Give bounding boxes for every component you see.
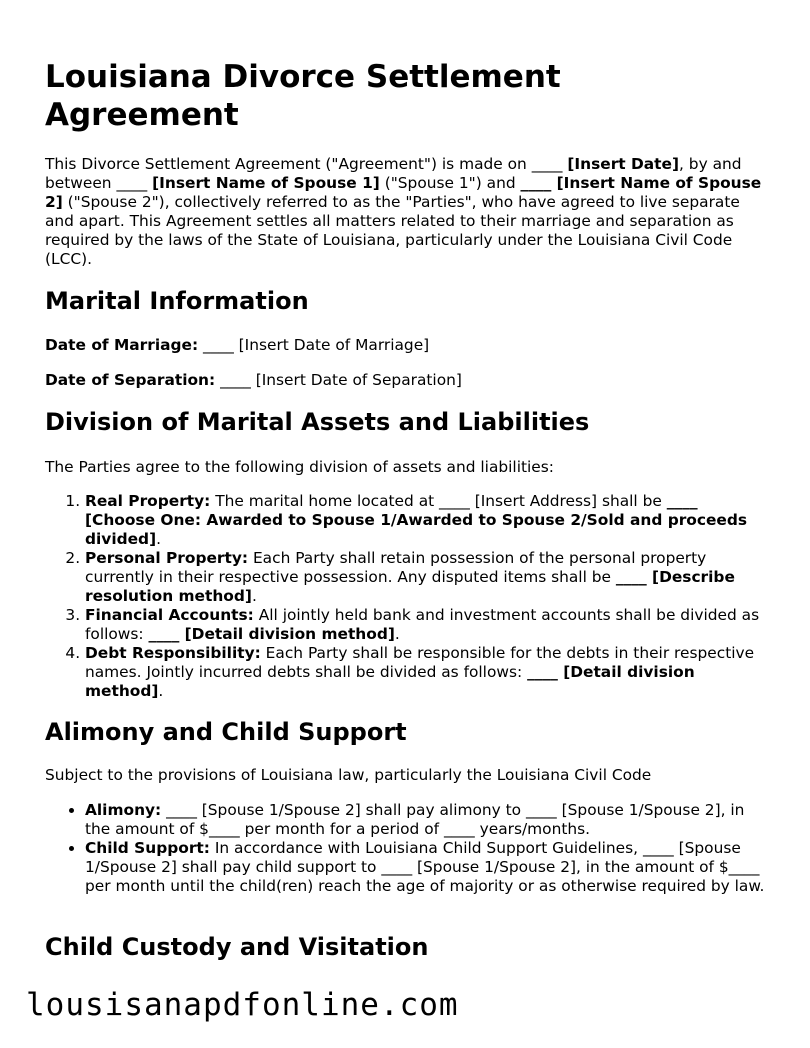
date-of-marriage-label: Date of Marriage: (45, 336, 199, 354)
item-label: Financial Accounts: (85, 606, 254, 624)
child-custody-heading: Child Custody and Visitation (45, 933, 429, 961)
alimony-intro: Subject to the provisions of Louisiana law, particularly the Louisiana Civil Code (45, 766, 652, 784)
item-end: . (158, 682, 164, 700)
date-of-marriage-line (45, 336, 429, 355)
list-item (85, 606, 765, 644)
item-placeholder: ____ [Detail division method] (85, 663, 695, 700)
list-item (85, 839, 765, 896)
item-placeholder: ____ [Detail division method] (148, 625, 395, 643)
item-placeholder: ____ [Choose One: Awarded to Spouse 1/Awarded to Spouse 2/Sold and proceeds divided] (85, 492, 748, 548)
intro-spouse2-placeholder: ____ [Insert Name of Spouse 2] (45, 174, 762, 211)
item-label: Real Property: (85, 492, 211, 510)
item-label: Alimony: (85, 801, 162, 819)
marital-information-heading: Marital Information (45, 287, 309, 315)
date-of-separation-label: Date of Separation: (45, 371, 216, 389)
intro-spouse1-placeholder: [Insert Name of Spouse 1] (152, 174, 380, 192)
item-text: Each Party shall be responsible for the debts in their respective names. Jointly incurred debts shall be divided as follows: (85, 644, 755, 681)
intro-text-4: ("Spouse 2"), collectively referred to as the "Parties", who have agreed to live separate and apart. This Agreement settles all matters related to their marriage and separation as required by the laws of the State of Louisiana, particularly under the Louisiana Civil Code (LCC). (45, 193, 740, 268)
date-of-separation-value: ____ [Insert Date of Separation] (215, 371, 462, 389)
date-of-marriage-value: ____ [Insert Date of Marriage] (198, 336, 430, 354)
assets-liabilities-heading: Division of Marital Assets and Liabilities (45, 408, 590, 436)
assets-intro: The Parties agree to the following division of assets and liabilities: (45, 458, 554, 476)
item-text: ____ [Spouse 1/Spouse 2] shall pay alimony to ____ [Spouse 1/Spouse 2], in the amount of $____ per month for a period of ____ years/months. (85, 801, 745, 838)
item-placeholder: ____ [Describe resolution method] (85, 568, 735, 605)
assets-list (85, 492, 765, 701)
list-item (85, 644, 765, 701)
item-text: All jointly held bank and investment accounts shall be divided as follows: (85, 606, 760, 643)
item-end: . (156, 530, 162, 548)
date-of-separation-line (45, 371, 462, 390)
intro-text-1: This Divorce Settlement Agreement ("Agreement") is made on ____ (45, 155, 568, 173)
list-item (85, 549, 765, 606)
item-end: . (251, 587, 257, 605)
item-text: In accordance with Louisiana Child Support Guidelines, ____ [Spouse 1/Spouse 2] shall pay child support to ____ [Spouse 1/Spouse 2], in the amount of $____ per month until the child(ren) reach the age of majority or as otherwise required by law. (85, 839, 765, 895)
intro-date-placeholder: [Insert Date] (567, 155, 680, 173)
intro-paragraph (45, 155, 773, 269)
item-label: Personal Property: (85, 549, 249, 567)
intro-text-3: ("Spouse 1") and (379, 174, 521, 192)
intro-text-2: , by and between ____ (45, 155, 742, 192)
item-end: . (394, 625, 400, 643)
item-text: The marital home located at ____ [Insert Address] shall be (210, 492, 667, 510)
item-text: Each Party shall retain possession of the personal property currently in their respective possession. Any disputed items shall be (85, 549, 707, 586)
item-label: Debt Responsibility: (85, 644, 261, 662)
list-item (85, 492, 765, 549)
list-item (85, 801, 765, 839)
watermark: lousisanapdfonline.com (26, 987, 459, 1023)
support-list (85, 801, 765, 896)
item-label: Child Support: (85, 839, 210, 857)
alimony-child-support-heading: Alimony and Child Support (45, 718, 407, 746)
document-title: Louisiana Divorce Settlement Agreement (45, 59, 561, 133)
